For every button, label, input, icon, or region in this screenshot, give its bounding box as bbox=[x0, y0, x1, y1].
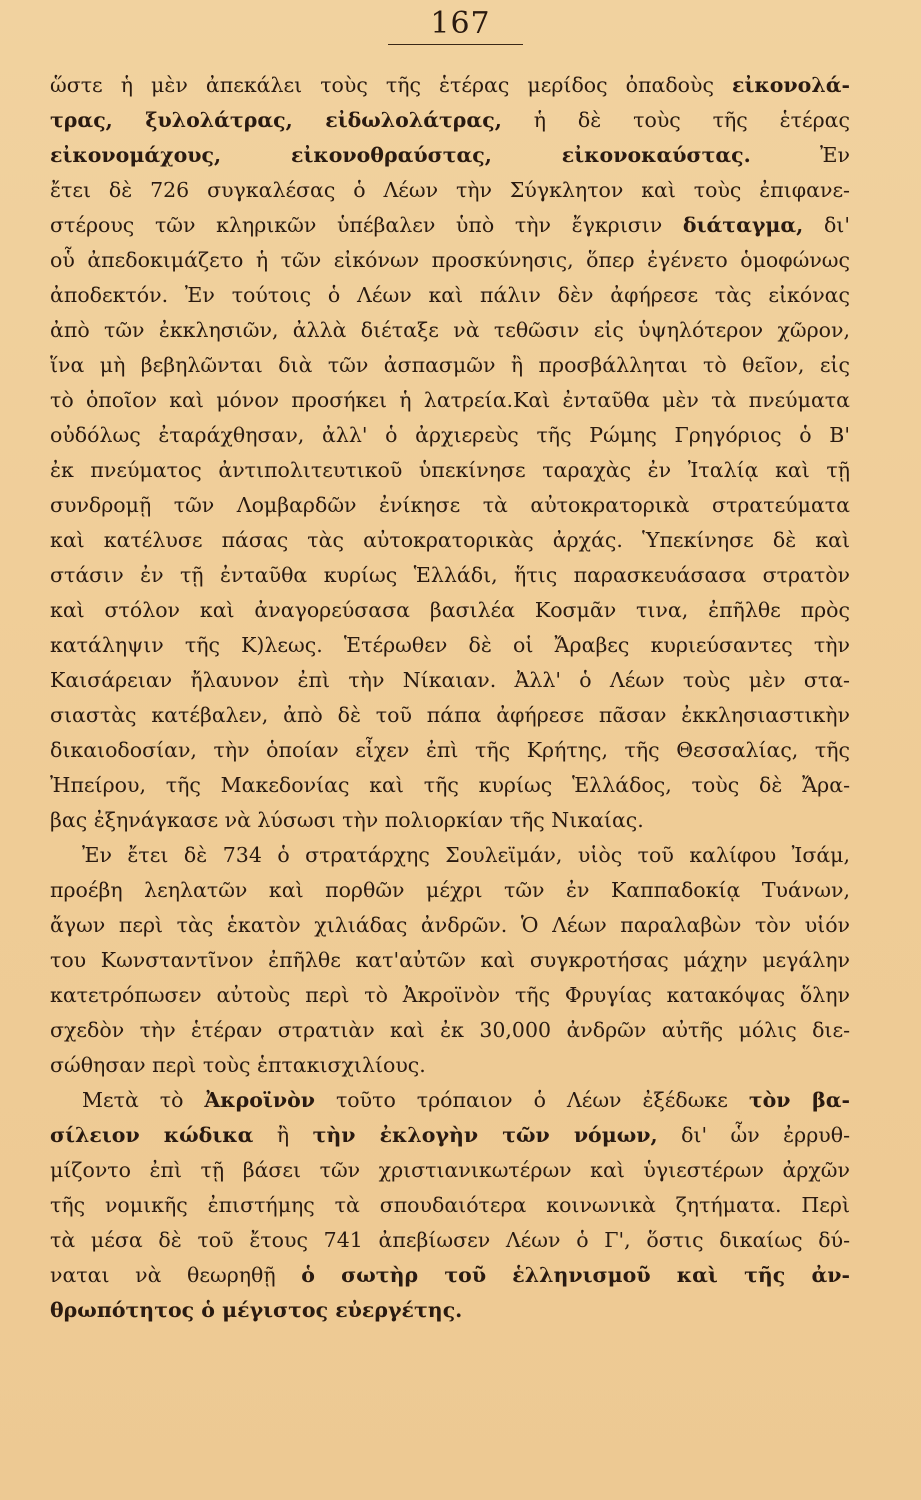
text-segment: τῆς νομικῆς ἐπιστήμης τὰ σπουδαιότερα κοινωνικὰ ζητήματα. Περὶ bbox=[50, 1193, 850, 1217]
text-segment: στάσιν ἐν τῇ ἐνταῦθα κυρίως Ἑλλάδι, ἥτις παρασκευάσασα στρατὸν bbox=[50, 563, 850, 587]
text-segment: ὥστε ἡ μὲν ἀπεκάλει τοὺς τῆς ἑτέρας μερίδος ὀπαδοὺς bbox=[50, 73, 733, 97]
text-segment: ἐκ πνεύματος ἀντιπολιτευτικοῦ ὑπεκίνησε ταραχὰς ἐν Ἰταλίᾳ καὶ τῇ bbox=[50, 458, 850, 482]
bold-text-segment: θρωπότητος ὁ μέγιστος εὐεργέτης. bbox=[50, 1298, 463, 1322]
text-segment: δι' ὧν ἐρρυθ- bbox=[657, 1123, 851, 1147]
text-line bbox=[50, 838, 850, 873]
text-line bbox=[50, 908, 850, 943]
text-segment: βας ἐξηνάγκασε νὰ λύσωσι τὴν πολιορκίαν τῆς Νικαίας. bbox=[50, 808, 644, 832]
text-segment: τὸ ὁποῖον καὶ μόνον προσήκει ἡ λατρεία.Καὶ ἐνταῦθα μὲν τὰ πνεύματα bbox=[50, 388, 850, 412]
text-line bbox=[50, 278, 850, 313]
bold-text-segment: τὴν ἐκλογὴν τῶν νόμων, bbox=[312, 1123, 658, 1147]
text-segment: σώθησαν περὶ τοὺς ἑπτακισχιλίους. bbox=[50, 1053, 426, 1077]
text-line bbox=[50, 1153, 850, 1188]
text-line bbox=[50, 523, 850, 558]
text-line bbox=[50, 1293, 850, 1328]
text-line bbox=[50, 558, 850, 593]
text-segment: συνδρομῇ τῶν Λομβαρδῶν ἐνίκησε τὰ αὐτοκρατορικὰ στρατεύματα bbox=[50, 493, 850, 517]
text-segment: ἵνα μὴ βεβηλῶνται διὰ τῶν ἀσπασμῶν ἢ προσβάλληται τὸ θεῖον, εἰς bbox=[50, 353, 850, 377]
text-segment: Καισάρειαν ἤλαυνον ἐπὶ τὴν Νίκαιαν. Ἀλλ' ὁ Λέων τοὺς μὲν στα- bbox=[50, 668, 850, 692]
text-line bbox=[50, 943, 850, 978]
bold-text-segment: Ἀκροϊνὸν bbox=[204, 1088, 316, 1112]
text-segment: καὶ κατέλυσε πάσας τὰς αὐτοκρατορικὰς ἀρχάς. Ὑπεκίνησε δὲ καὶ bbox=[50, 528, 850, 552]
text-segment: του Κωνσταντῖνον ἐπῆλθε κατ'αὐτῶν καὶ συγκροτήσας μάχην μεγάλην bbox=[50, 948, 850, 972]
bold-text-segment: σίλειον κώδικα bbox=[50, 1123, 254, 1147]
bold-text-segment: εἰκονομάχους, εἰκονοθραύστας, εἰκονοκαύστας. bbox=[50, 143, 751, 167]
page-number-rule bbox=[388, 44, 523, 45]
text-line bbox=[50, 173, 850, 208]
text-line bbox=[50, 68, 850, 103]
text-segment: Ἐν bbox=[750, 143, 850, 167]
text-line bbox=[50, 1188, 850, 1223]
text-line bbox=[50, 453, 850, 488]
text-segment: Ἠπείρου, τῆς Μακεδονίας καὶ τῆς κυρίως Ἑλλάδος, τοὺς δὲ Ἄρα- bbox=[50, 773, 850, 797]
text-line bbox=[50, 803, 850, 838]
text-segment: ἢ bbox=[253, 1123, 313, 1147]
text-line bbox=[50, 138, 850, 173]
text-segment: δικαιοδοσίαν, τὴν ὁποίαν εἶχεν ἐπὶ τῆς Κρήτης, τῆς Θεσσαλίας, τῆς bbox=[50, 738, 850, 762]
text-segment: ἄγων περὶ τὰς ἑκατὸν χιλιάδας ἀνδρῶν. Ὁ Λέων παραλαβὼν τὸν υἱόν bbox=[50, 913, 850, 937]
text-line bbox=[50, 1118, 850, 1153]
text-segment: ἀποδεκτόν. Ἐν τούτοις ὁ Λέων καὶ πάλιν δὲν ἀφήρεσε τὰς εἰκόνας bbox=[50, 283, 850, 307]
text-line bbox=[50, 768, 850, 803]
text-segment: ἔτει δὲ 726 συγκαλέσας ὁ Λέων τὴν Σύγκλητον καὶ τοὺς ἐπιφανε- bbox=[50, 178, 850, 202]
text-line bbox=[50, 313, 850, 348]
text-line bbox=[50, 1083, 850, 1118]
text-segment: κατετρόπωσεν αὐτοὺς περὶ τὸ Ἀκροϊνὸν τῆς Φρυγίας κατακόψας ὅλην bbox=[50, 983, 850, 1007]
text-segment: δι' bbox=[803, 213, 850, 237]
text-line bbox=[50, 628, 850, 663]
text-line bbox=[50, 1013, 850, 1048]
text-segment: ἡ δὲ τοὺς τῆς ἑτέρας bbox=[501, 108, 850, 132]
text-line bbox=[50, 1223, 850, 1258]
text-line bbox=[50, 978, 850, 1013]
text-segment: προέβη λεηλατῶν καὶ πορθῶν μέχρι τῶν ἐν Καππαδοκίᾳ Τυάνων, bbox=[50, 878, 850, 902]
text-segment: κατάληψιν τῆς Κ)λεως. Ἑτέρωθεν δὲ οἱ Ἄραβες κυριεύσαντες τὴν bbox=[50, 633, 850, 657]
bold-text-segment: τὸν βα- bbox=[748, 1088, 850, 1112]
text-line bbox=[50, 733, 850, 768]
text-segment: Μετὰ τὸ bbox=[82, 1088, 205, 1112]
text-line bbox=[50, 1048, 850, 1083]
text-segment: ἀπὸ τῶν ἐκκλησιῶν, ἀλλὰ διέταξε νὰ τεθῶσιν εἰς ὑψηλότερον χῶρον, bbox=[50, 318, 850, 342]
bold-text-segment: εἰκονολά- bbox=[732, 73, 850, 97]
text-line bbox=[50, 593, 850, 628]
text-segment: ναται νὰ θεωρηθῇ bbox=[50, 1263, 302, 1287]
text-segment: τὰ μέσα δὲ τοῦ ἔτους 741 ἀπεβίωσεν Λέων ὁ Γ', ὅστις δικαίως δύ- bbox=[50, 1228, 850, 1252]
text-segment: σιαστὰς κατέβαλεν, ἀπὸ δὲ τοῦ πάπα ἀφήρεσε πᾶσαν ἐκκλησιαστικὴν bbox=[50, 703, 850, 727]
text-line bbox=[50, 383, 850, 418]
text-segment: Ἐν ἔτει δὲ 734 ὁ στρατάρχης Σουλεϊμάν, υἱὸς τοῦ καλίφου Ἰσάμ, bbox=[82, 843, 850, 867]
text-line bbox=[50, 663, 850, 698]
text-line bbox=[50, 208, 850, 243]
text-segment: στέρους τῶν κληρικῶν ὑπέβαλεν ὑπὸ τὴν ἔγκρισιν bbox=[50, 213, 683, 237]
text-line bbox=[50, 488, 850, 523]
bold-text-segment: τρας, ξυλολάτρας, εἰδωλολάτρας, bbox=[50, 108, 502, 132]
text-line bbox=[50, 698, 850, 733]
text-segment: καὶ στόλον καὶ ἀναγορεύσασα βασιλέα Κοσμᾶν τινα, ἐπῆλθε πρὸς bbox=[50, 598, 850, 622]
text-line bbox=[50, 103, 850, 138]
body-text bbox=[50, 68, 850, 1328]
text-line bbox=[50, 243, 850, 278]
text-line bbox=[50, 418, 850, 453]
bold-text-segment: διάταγμα, bbox=[682, 213, 804, 237]
text-segment: οὐδόλως ἐταράχθησαν, ἀλλ' ὁ ἀρχιερεὺς τῆς Ρώμης Γρηγόριος ὁ Β' bbox=[50, 423, 850, 447]
bold-text-segment: ὁ σωτὴρ τοῦ ἑλληνισμοῦ καὶ τῆς ἀν- bbox=[301, 1263, 850, 1287]
text-line bbox=[50, 348, 850, 383]
text-line bbox=[50, 873, 850, 908]
page-number: 167 bbox=[430, 6, 491, 41]
text-segment: μίζοντο ἐπὶ τῇ βάσει τῶν χριστιανικωτέρων καὶ ὑγιεστέρων ἀρχῶν bbox=[50, 1158, 850, 1182]
text-segment: τοῦτο τρόπαιον ὁ Λέων ἐξέδωκε bbox=[315, 1088, 749, 1112]
text-line bbox=[50, 1258, 850, 1293]
text-segment: σχεδὸν τὴν ἑτέραν στρατιὰν καὶ ἐκ 30,000 ἀνδρῶν αὐτῆς μόλις διε- bbox=[50, 1018, 850, 1042]
text-segment: οὗ ἀπεδοκιμάζετο ἡ τῶν εἰκόνων προσκύνησις, ὅπερ ἐγένετο ὁμοφώνως bbox=[50, 248, 850, 272]
